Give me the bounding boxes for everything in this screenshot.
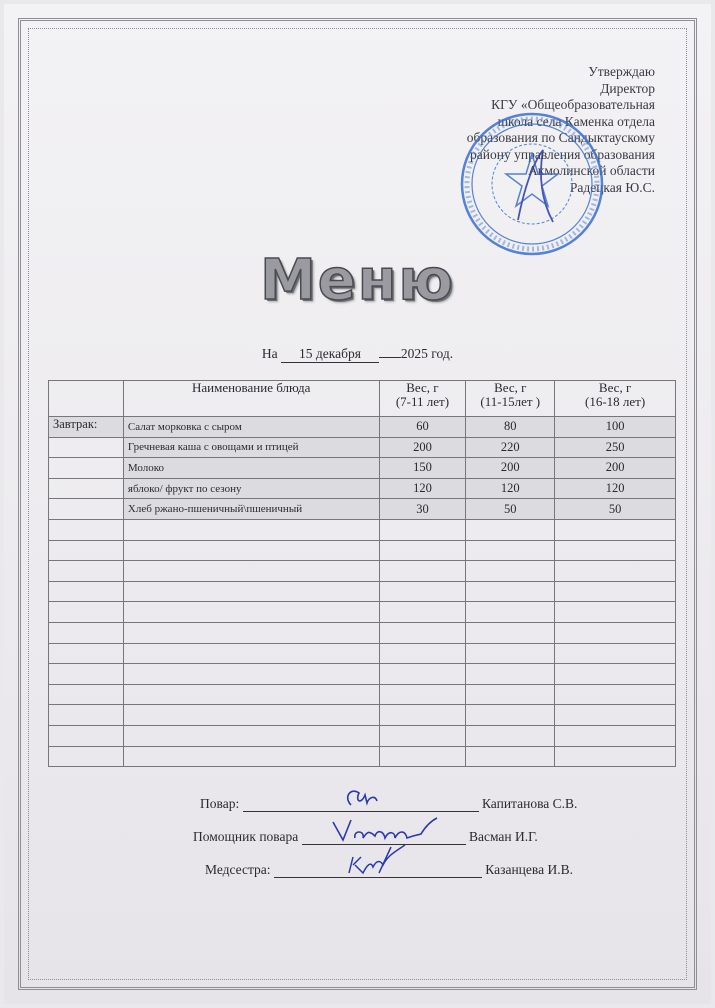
approval-line: школа села Каменка отдела [497, 113, 655, 129]
empty-cell [555, 622, 676, 643]
weight-cell: 220 [466, 437, 555, 458]
empty-cell [123, 746, 379, 767]
empty-cell [555, 540, 676, 561]
meal-cell [49, 499, 124, 520]
weight-cell: 120 [466, 478, 555, 499]
empty-cell [49, 664, 124, 685]
empty-cell [466, 622, 555, 643]
empty-cell [379, 725, 466, 746]
weight-cell: 60 [379, 417, 466, 438]
dish-name: Молоко [123, 458, 379, 479]
empty-cell [379, 684, 466, 705]
approval-line: КГУ «Общеобразовательная [491, 97, 655, 112]
meal-cell [49, 437, 124, 458]
signature-label: Повар: [200, 796, 240, 811]
page-title: Меню [260, 248, 455, 313]
empty-cell [555, 643, 676, 664]
signature-name: Казанцева И.В. [485, 862, 573, 877]
weight-cell: 150 [379, 458, 466, 479]
header-weight-16-18: Вес, г (16-18 лет) [555, 381, 676, 417]
empty-cell [123, 519, 379, 540]
meal-cell [49, 478, 124, 499]
table-header-row [49, 381, 676, 417]
empty-cell [379, 561, 466, 582]
header-cell [49, 381, 124, 417]
empty-cell [123, 622, 379, 643]
empty-cell [49, 561, 124, 582]
signature-label: Помощник повара [193, 829, 299, 844]
signature-nurse [205, 862, 573, 878]
signature-line [243, 797, 479, 812]
empty-cell [379, 705, 466, 726]
empty-cell [123, 725, 379, 746]
stamp-seal-icon [458, 110, 606, 258]
empty-table-row [49, 561, 676, 582]
empty-cell [466, 746, 555, 767]
approval-line: Акмолинской области [528, 163, 655, 178]
empty-cell [49, 602, 124, 623]
signature-name: Капитанова С.В. [481, 796, 578, 811]
date-year: 2025 год. [400, 346, 454, 361]
empty-cell [555, 519, 676, 540]
empty-cell [49, 684, 124, 705]
header-weight-11-15: Вес, г (11-15лет ) [466, 381, 555, 417]
empty-cell [49, 643, 124, 664]
empty-table-row [49, 746, 676, 767]
date-blank [379, 357, 401, 358]
empty-cell [555, 561, 676, 582]
empty-cell [123, 540, 379, 561]
empty-table-row [49, 643, 676, 664]
weight-cell: 200 [379, 437, 466, 458]
empty-cell [466, 664, 555, 685]
empty-cell [555, 705, 676, 726]
weight-cell: 200 [466, 458, 555, 479]
empty-cell [123, 561, 379, 582]
signature-name: Васман И.Г. [468, 829, 538, 844]
signature-line [274, 863, 482, 878]
dish-name: Хлеб ржано-пшеничный\пшеничный [123, 499, 379, 520]
empty-cell [466, 561, 555, 582]
dish-name: Гречневая каша с овощами и птицей [123, 437, 379, 458]
empty-table-row [49, 540, 676, 561]
empty-cell [379, 664, 466, 685]
meal-cell [49, 458, 124, 479]
approval-line: Радецкая Ю.С. [569, 179, 655, 195]
empty-cell [49, 705, 124, 726]
weight-cell: 120 [379, 478, 466, 499]
empty-cell [123, 643, 379, 664]
weight-cell: 200 [555, 458, 676, 479]
handwritten-signature-icon [329, 816, 439, 846]
table-row [49, 499, 676, 520]
weight-cell: 120 [555, 478, 676, 499]
empty-table-row [49, 725, 676, 746]
empty-cell [555, 581, 676, 602]
empty-cell [379, 746, 466, 767]
table-row [49, 417, 676, 438]
empty-cell [466, 581, 555, 602]
header-weight-7-11: Вес, г (7-11 лет) [379, 381, 466, 417]
approval-line: Директор [600, 80, 655, 96]
weight-cell: 50 [466, 499, 555, 520]
empty-cell [49, 519, 124, 540]
empty-cell [466, 725, 555, 746]
empty-cell [379, 643, 466, 664]
weight-cell: 80 [466, 417, 555, 438]
dish-name: Салат морковка с сыром [123, 417, 379, 438]
table-row [49, 458, 676, 479]
weight-cell: 30 [379, 499, 466, 520]
empty-table-row [49, 602, 676, 623]
weight-cell: 50 [555, 499, 676, 520]
table-row [49, 437, 676, 458]
empty-cell [49, 622, 124, 643]
empty-cell [466, 643, 555, 664]
header-dish-name: Наименование блюда [123, 381, 379, 417]
empty-cell [379, 519, 466, 540]
handwritten-signature-icon [341, 783, 381, 813]
empty-table-row [49, 519, 676, 540]
approval-line: району управления образования [470, 146, 655, 162]
empty-cell [123, 602, 379, 623]
empty-cell [466, 519, 555, 540]
empty-cell [466, 705, 555, 726]
menu-table [48, 380, 676, 767]
empty-cell [49, 725, 124, 746]
dish-name: яблоко/ фрукт по сезону [123, 478, 379, 499]
empty-cell [123, 664, 379, 685]
signature-cook [200, 796, 577, 812]
weight-cell: 250 [555, 437, 676, 458]
empty-cell [555, 725, 676, 746]
empty-table-row [49, 622, 676, 643]
date-prefix: На [261, 346, 278, 361]
empty-table-row [49, 581, 676, 602]
empty-cell [466, 540, 555, 561]
empty-table-row [49, 664, 676, 685]
empty-cell [555, 746, 676, 767]
signature-label: Медсестра: [205, 862, 271, 877]
empty-cell [555, 684, 676, 705]
date-line [0, 346, 715, 363]
empty-table-row [49, 705, 676, 726]
meal-label: Завтрак: [49, 417, 124, 438]
empty-cell [379, 540, 466, 561]
empty-cell [49, 540, 124, 561]
approval-line: Утверждаю [588, 64, 655, 79]
empty-cell [466, 602, 555, 623]
empty-cell [123, 684, 379, 705]
weight-cell: 100 [555, 417, 676, 438]
empty-cell [379, 622, 466, 643]
empty-cell [49, 746, 124, 767]
empty-cell [123, 705, 379, 726]
empty-cell [49, 581, 124, 602]
approval-line: образования по Сандыктаускому [466, 130, 655, 145]
empty-cell [555, 664, 676, 685]
empty-cell [379, 602, 466, 623]
empty-cell [379, 581, 466, 602]
date-day-month: 15 декабря [281, 346, 379, 363]
empty-table-row [49, 684, 676, 705]
empty-cell [466, 684, 555, 705]
handwritten-signature-icon [343, 843, 413, 879]
table-row [49, 478, 676, 499]
empty-cell [555, 602, 676, 623]
empty-cell [123, 581, 379, 602]
